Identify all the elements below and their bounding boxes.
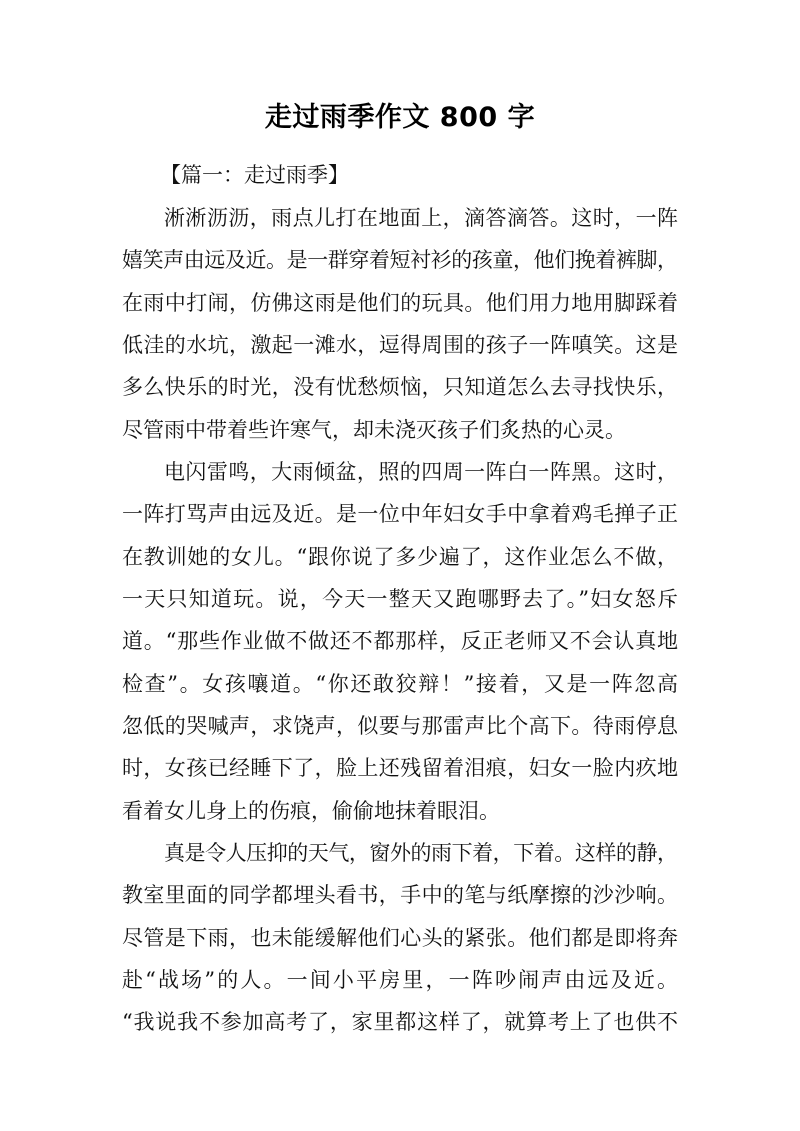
text-line-content: 教室里面的同学都埋头看书，手中的笔与纸摩擦的沙沙响。	[122, 883, 679, 907]
text-line	[0, 283, 800, 323]
text-line-content: 嬉笑声由远及近。是一群穿着短衬衫的孩童，他们挽着裤脚，	[122, 248, 678, 272]
text-line-content: 时，女孩已经睡下了，脸上还残留着泪痕，妇女一脸内疚地	[122, 756, 679, 780]
text-line-content: 电闪雷鸣，大雨倾盆，照的四周一阵白一阵黑。这时，	[164, 460, 679, 484]
text-line-content: 忽低的哭喊声，求饶声，似要与那雷声比个高下。待雨停息	[122, 714, 679, 738]
text-line	[0, 240, 800, 280]
text-line	[0, 452, 800, 492]
text-line	[0, 325, 800, 365]
text-line-content: 多么快乐的时光，没有忧愁烦恼，只知道怎么去寻找快乐，	[122, 375, 679, 399]
text-line-content: 在教训她的女儿。“跟你说了多少遍了，这作业怎么不做，	[122, 545, 679, 569]
text-line	[0, 579, 800, 619]
text-line-content: 赴“战场”的人。一间小平房里，一阵吵闹声由远及近。	[122, 968, 681, 992]
text-line	[0, 1002, 800, 1042]
text-line-content: 一天只知道玩。说，今天一整天又跑哪野去了。”妇女怒斥	[122, 587, 680, 611]
text-line-content: “我说我不参加高考了，家里都这样了，就算考上了也供不	[122, 1010, 679, 1034]
text-line-content: 真是令人压抑的天气，窗外的雨下着，下着。这样的静，	[164, 841, 678, 865]
text-line-content: 尽管是下雨，也未能缓解他们心头的紧张。他们都是即将奔	[122, 926, 679, 950]
text-line-content: 在雨中打闹，仿佛这雨是他们的玩具。他们用力地用脚踩着	[122, 291, 679, 315]
text-line	[0, 198, 800, 238]
text-line-content: 一阵打骂声由远及近。是一位中年妇女手中拿着鸡毛掸子正	[122, 502, 679, 526]
text-line	[0, 494, 800, 534]
text-line	[0, 664, 800, 704]
text-line	[0, 410, 800, 450]
text-line-content: 淅淅沥沥，雨点儿打在地面上，滴答滴答。这时，一阵	[164, 206, 679, 230]
text-line-content: 看着女儿身上的伤痕，偷偷地抹着眼泪。	[122, 799, 500, 823]
text-line	[0, 748, 800, 788]
text-line	[0, 706, 800, 746]
text-line-content: 低洼的水坑，激起一滩水，逗得周围的孩子一阵嗔笑。这是	[122, 333, 679, 357]
text-line	[0, 875, 800, 915]
text-line	[0, 791, 800, 831]
text-line	[0, 833, 800, 873]
text-line	[0, 918, 800, 958]
text-line	[0, 367, 800, 407]
text-line	[0, 960, 800, 1000]
text-line	[0, 621, 800, 661]
section-heading-line	[0, 155, 800, 195]
section-heading: 【篇一：走过雨季】	[160, 163, 349, 187]
text-line-content: 尽管雨中带着些许寒气，却未浇灭孩子们炙热的心灵。	[122, 418, 626, 442]
document-title: 走过雨季作文 800 字	[264, 102, 536, 133]
text-line-content: 检查”。女孩嚷道。“你还敢狡辩！”接着，又是一阵忽高	[122, 672, 680, 696]
text-line	[0, 537, 800, 577]
text-line-content: 道。“那些作业做不做还不都那样，反正老师又不会认真地	[122, 629, 679, 653]
